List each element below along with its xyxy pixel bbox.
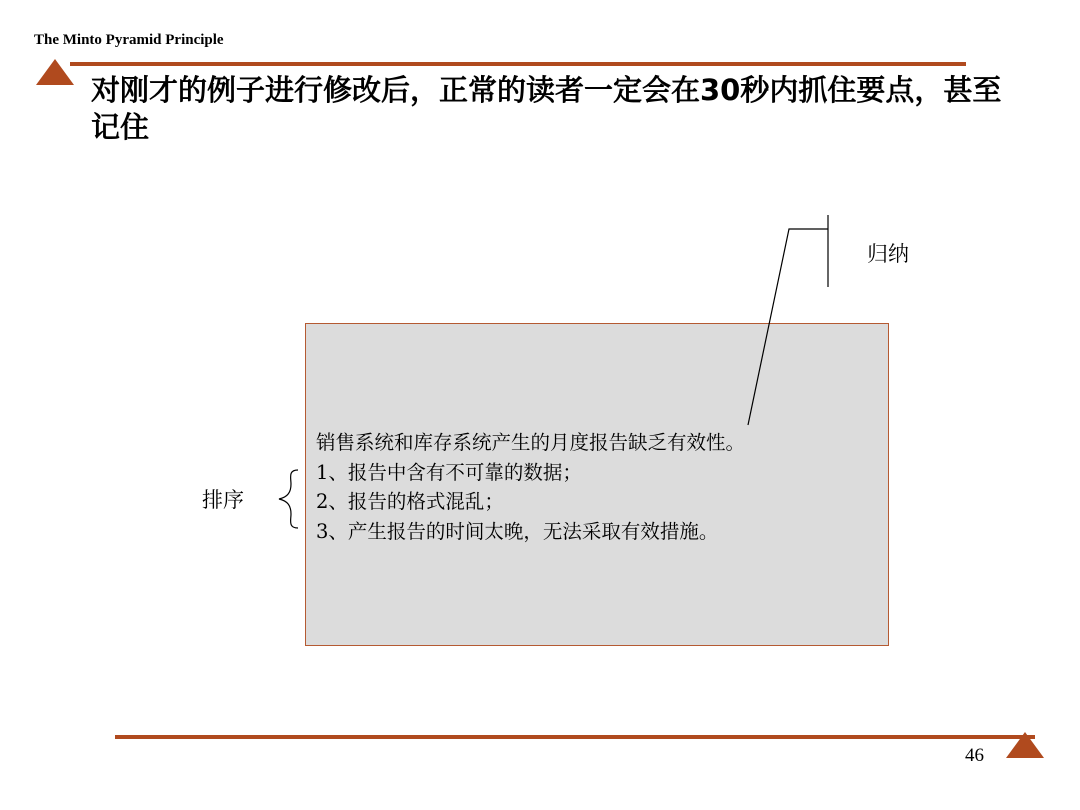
point-item: 2、报告的格式混乱；: [316, 490, 504, 513]
sort-curly-brace: [279, 470, 298, 528]
point-item: 1、报告中含有不可靠的数据；: [316, 460, 582, 484]
footer-divider: [115, 735, 1035, 739]
page-number: 46: [965, 745, 984, 766]
slide-title: 对刚才的例子进行修改后，正常的读者一定会在30秒内抓住要点，甚至记住: [91, 73, 1002, 144]
triangle-icon: [1006, 732, 1044, 758]
point-item: 3、产生报告的时间太晚，无法采取有效措施。: [316, 519, 719, 543]
summary-connector-line: [748, 229, 828, 425]
sort-label: 排序: [202, 488, 244, 512]
summary-line: 销售系统和库存系统产生的月度报告缺乏有效性。: [316, 431, 746, 454]
presentation-header-title: The Minto Pyramid Principle: [34, 32, 224, 48]
summary-label: 归纳: [867, 242, 909, 266]
